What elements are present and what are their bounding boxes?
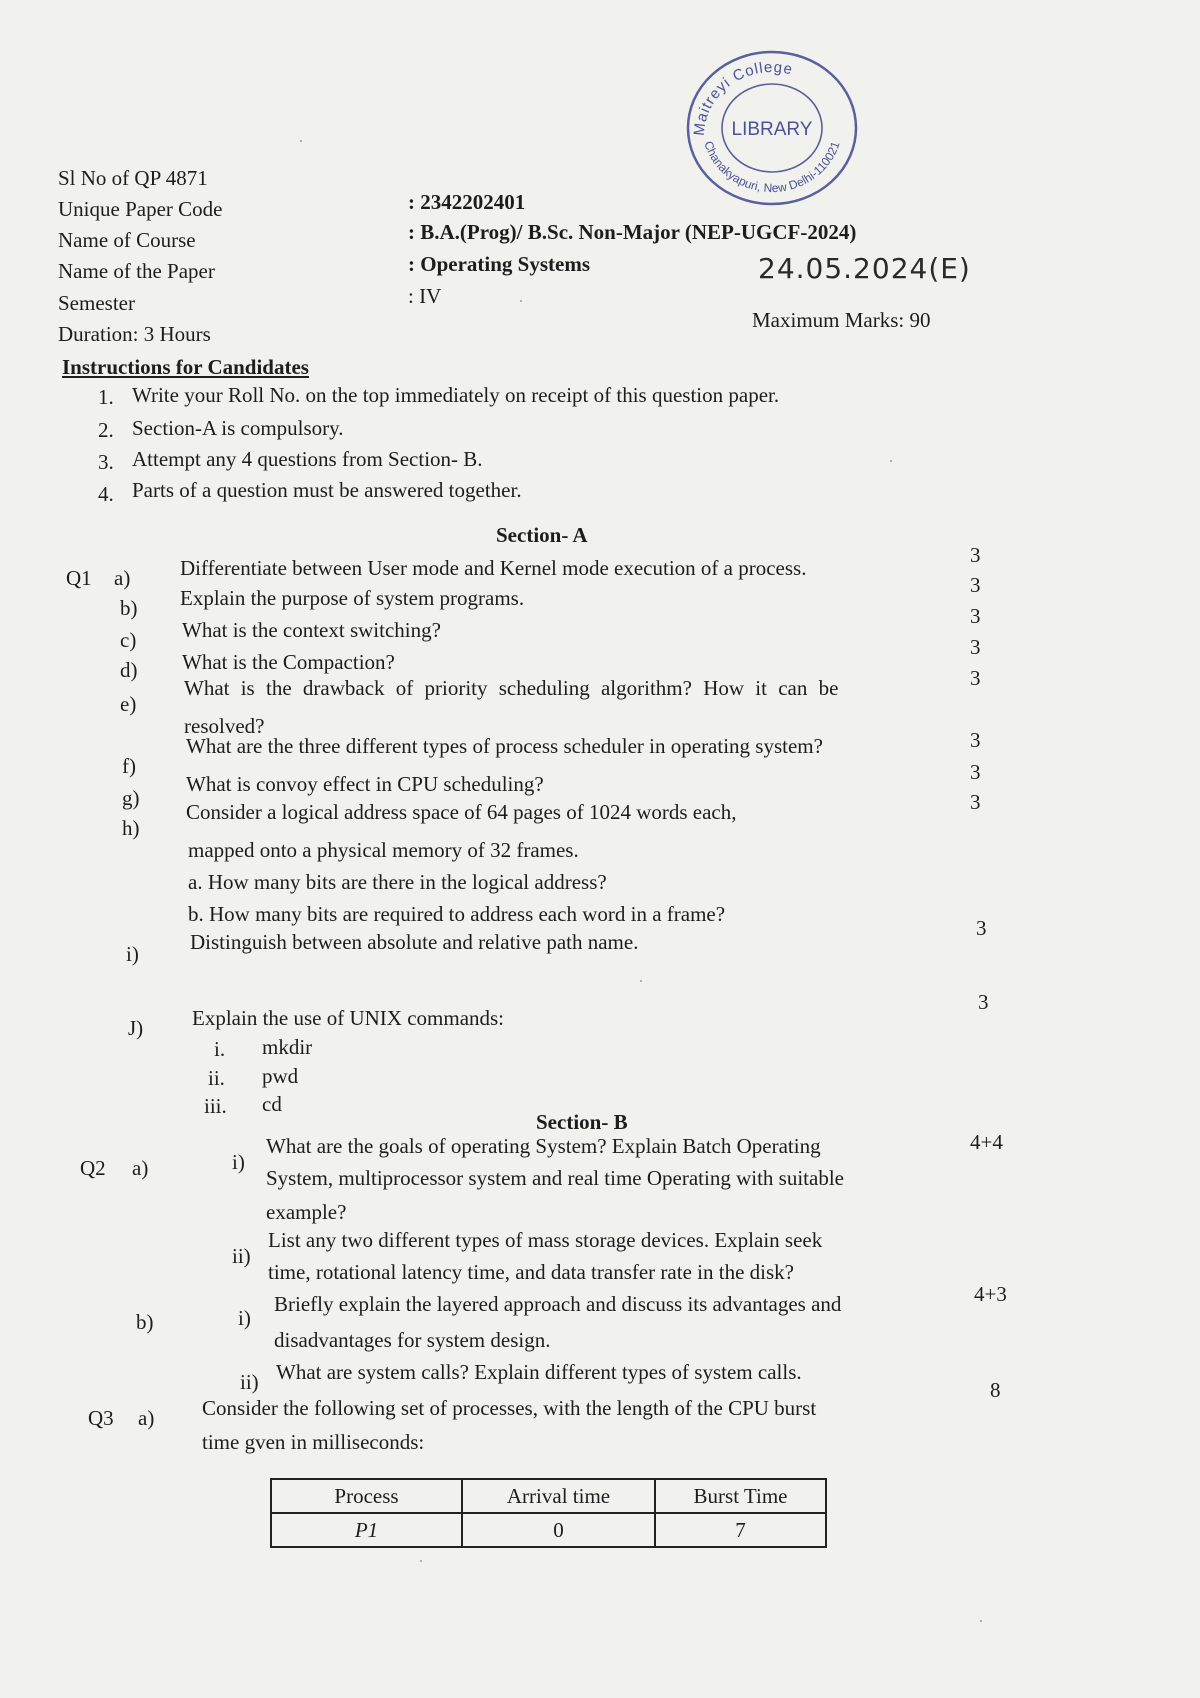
question-text: Explain the purpose of system programs. — [180, 586, 525, 610]
table-header-row — [271, 1479, 826, 1513]
scan-speck — [420, 1560, 422, 1562]
table-header-cell: Process — [271, 1479, 462, 1513]
question-text: time gven in milliseconds: — [202, 1430, 425, 1454]
instruction-number: 2. — [98, 418, 114, 442]
sub-part-number: i) — [238, 1306, 251, 1330]
sub-question: a. How many bits are there in the logical address? — [188, 870, 607, 894]
item-label: i) — [126, 942, 139, 966]
marks: 3 — [970, 728, 981, 752]
marks: 3 — [970, 635, 981, 659]
question-text: Consider a logical address space of 64 pages of 1024 words each, — [186, 800, 737, 824]
command-name: mkdir — [262, 1035, 313, 1059]
marks: 3 — [976, 916, 987, 940]
table-header-cell: Burst Time — [655, 1479, 826, 1513]
command-number: iii. — [204, 1094, 227, 1118]
item-label: c) — [120, 628, 137, 652]
command-name: pwd — [262, 1064, 299, 1088]
question-text: What are system calls? Explain different types of system calls. — [276, 1360, 802, 1384]
question-text: example? — [266, 1200, 347, 1224]
instruction-text: Parts of a question must be answered together. — [132, 478, 522, 502]
item-label: a) — [132, 1156, 149, 1180]
question-text: Briefly explain the layered approach and discuss its advantages and — [274, 1292, 842, 1316]
stamp-center-text: LIBRARY — [731, 119, 813, 140]
item-label: h) — [122, 816, 140, 840]
table-cell: P1 — [271, 1513, 462, 1547]
section-a-title: Section- A — [496, 523, 588, 547]
marks: 3 — [970, 666, 981, 690]
marks: 3 — [970, 573, 981, 597]
question-text: System, multiprocessor system and real time Operating with suitable — [266, 1166, 844, 1190]
instructions-title: Instructions for Candidates — [62, 355, 309, 379]
item-label: a) — [114, 566, 131, 590]
item-label: d) — [120, 658, 138, 682]
svg-text:Chanakyapuri, New Delhi-110021 — [701, 139, 842, 195]
instruction-number: 1. — [98, 385, 114, 409]
scan-speck — [520, 300, 522, 302]
question-text: What is convoy effect in CPU scheduling? — [186, 772, 544, 796]
item-label: J) — [128, 1016, 144, 1040]
sub-part-number: ii) — [232, 1244, 251, 1268]
paper-code-value: : 2342202401 — [408, 190, 526, 214]
section-b-title: Section- B — [536, 1110, 628, 1134]
sub-part-number: i) — [232, 1150, 245, 1174]
library-stamp — [682, 46, 862, 206]
paper-code-label: Unique Paper Code — [58, 197, 223, 221]
course-name-label: Name of Course — [58, 228, 196, 252]
question-text: What are the goals of operating System? Explain Batch Operating — [266, 1134, 821, 1158]
paper-name-value: : Operating Systems — [408, 252, 590, 276]
question-text: What is the drawback of priority scheduling algorithm? How it can be — [184, 676, 839, 700]
scan-speck — [980, 1620, 982, 1622]
command-number: ii. — [208, 1066, 225, 1090]
command-name: cd — [262, 1092, 282, 1116]
sub-part-number: ii) — [240, 1370, 259, 1394]
marks: 3 — [970, 790, 981, 814]
question-text: What is the Compaction? — [182, 650, 395, 674]
question-text: Consider the following set of processes, with the length of the CPU burst — [202, 1396, 817, 1420]
instruction-number: 4. — [98, 482, 114, 506]
scan-speck — [890, 460, 892, 462]
question-number: Q1 — [66, 566, 92, 590]
question-text: What are the three different types of process scheduler in operating system? — [186, 734, 823, 758]
question-text-continued: resolved? — [184, 714, 265, 738]
course-name-value: : B.A.(Prog)/ B.Sc. Non-Major (NEP-UGCF-2024) — [408, 220, 857, 244]
paper-name-label: Name of the Paper — [58, 259, 215, 283]
question-text-continued: mapped onto a physical memory of 32 frames. — [188, 838, 579, 862]
semester-label: Semester — [58, 291, 135, 315]
stamp-bottom-text: Chanakyapuri, New Delhi-110021 — [701, 139, 843, 196]
marks: 3 — [970, 543, 981, 567]
instruction-text: Attempt any 4 questions from Section- B. — [132, 447, 483, 471]
marks: 3 — [978, 990, 989, 1014]
question-text: List any two different types of mass storage devices. Explain seek — [268, 1228, 823, 1252]
marks: 3 — [970, 760, 981, 784]
question-text: time, rotational latency time, and data transfer rate in the disk? — [268, 1260, 794, 1284]
scan-speck — [300, 140, 302, 142]
item-label: b) — [120, 596, 138, 620]
maximum-marks: Maximum Marks: 90 — [752, 308, 931, 332]
item-label: g) — [122, 786, 140, 810]
stamp-top-text: Maitreyi College — [690, 58, 795, 137]
marks: 8 — [990, 1378, 1001, 1402]
question-text: Explain the use of UNIX commands: — [192, 1006, 505, 1030]
item-label: e) — [120, 692, 137, 716]
question-text: Distinguish between absolute and relative path name. — [190, 930, 639, 954]
scan-speck — [640, 980, 642, 982]
instruction-text: Section-A is compulsory. — [132, 416, 344, 440]
table-row — [271, 1513, 826, 1547]
question-number: Q3 — [88, 1406, 114, 1430]
item-label: f) — [122, 754, 136, 778]
marks: 3 — [970, 604, 981, 628]
handwritten-date: 24.05.2024(E) — [758, 252, 971, 285]
table-cell: 7 — [655, 1513, 826, 1547]
process-table — [270, 1478, 827, 1548]
question-text: disadvantages for system design. — [274, 1328, 551, 1352]
command-number: i. — [214, 1037, 226, 1061]
question-text: What is the context switching? — [182, 618, 441, 642]
item-label: b) — [136, 1310, 154, 1334]
question-number: Q2 — [80, 1156, 106, 1180]
item-label: a) — [138, 1406, 155, 1430]
marks: 4+3 — [974, 1282, 1007, 1306]
sub-question: b. How many bits are required to address each word in a frame? — [188, 902, 726, 926]
table-cell: 0 — [462, 1513, 655, 1547]
question-text: Differentiate between User mode and Kernel mode execution of a process. — [180, 556, 807, 580]
semester-value: : IV — [408, 284, 442, 308]
duration: Duration: 3 Hours — [58, 322, 211, 346]
serial-number: Sl No of QP 4871 — [58, 166, 208, 190]
table-header-cell: Arrival time — [462, 1479, 655, 1513]
instruction-text: Write your Roll No. on the top immediately on receipt of this question paper. — [132, 383, 780, 407]
marks: 4+4 — [970, 1130, 1003, 1154]
instruction-number: 3. — [98, 450, 114, 474]
